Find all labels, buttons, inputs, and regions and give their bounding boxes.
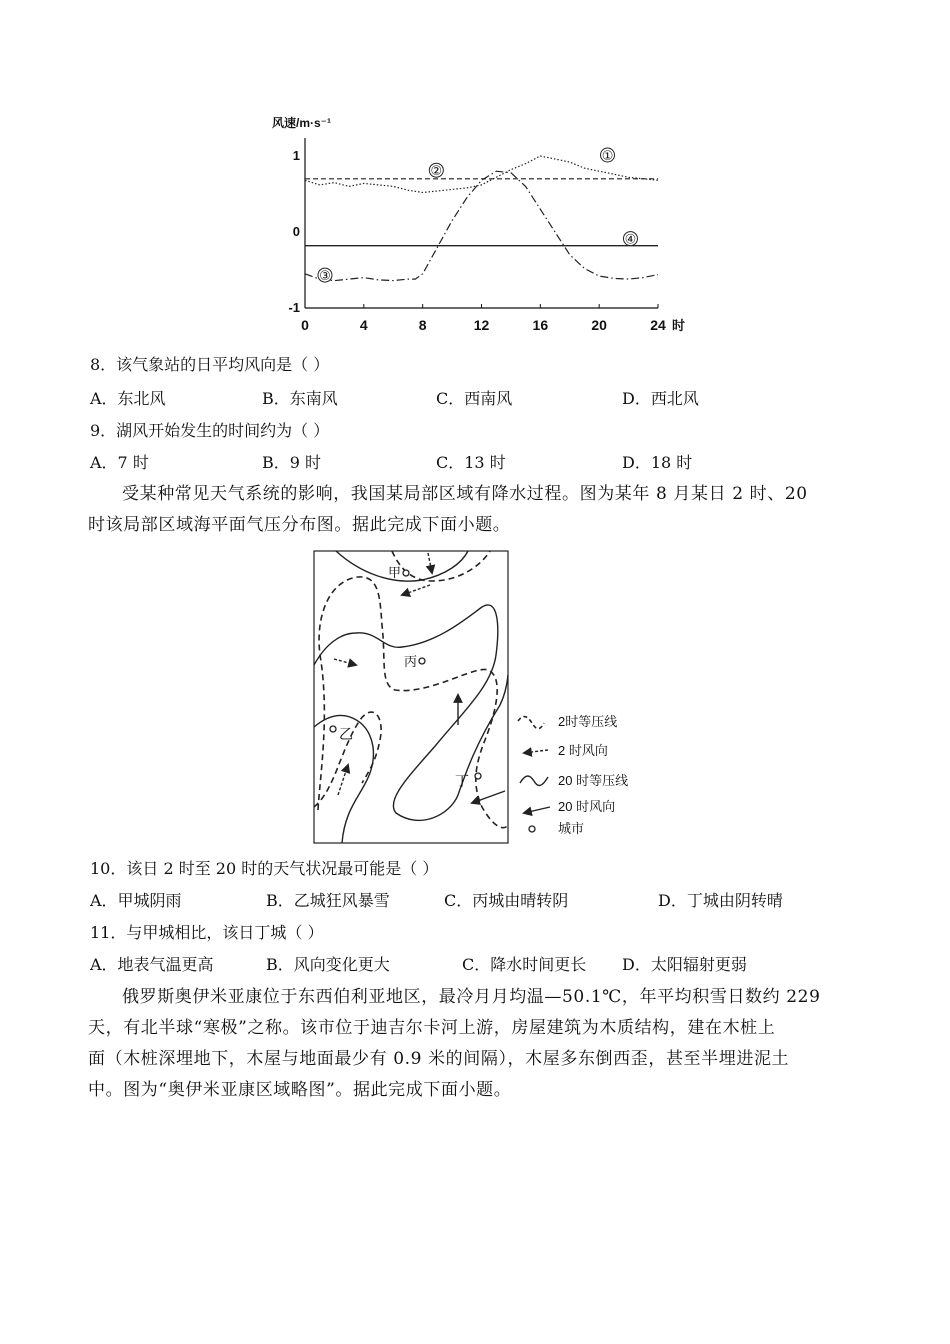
city-bing-label: 丙	[404, 654, 418, 669]
intro-3-line-4: 中。图为“奥伊米亚康区域略图”。据此完成下面小题。	[88, 1080, 512, 1100]
legend-isobar-20h-symbol	[520, 776, 548, 786]
question-11: 11．与甲城相比，该日丁城（ ）	[90, 923, 324, 942]
legend-isobar-2h-symbol	[518, 717, 544, 729]
x-unit-label: 时	[672, 318, 686, 333]
city-jia-label: 甲	[388, 565, 402, 580]
wind-2h-jia-down	[428, 553, 432, 573]
legend-wind-20h-label: 20 时风向	[558, 799, 616, 814]
x-tick-label: 8	[418, 317, 427, 333]
legend-city-symbol	[529, 826, 535, 832]
y-tick-label: 1	[292, 148, 300, 163]
series-line-dashdot	[305, 171, 658, 280]
y-tick-label: -1	[288, 300, 300, 315]
q8-option-b[interactable]: B．东南风	[262, 389, 338, 408]
x-tick-label: 16	[532, 317, 549, 333]
wind-2h-jia-left	[402, 585, 430, 595]
q11-option-c[interactable]: C．降水时间更长	[462, 955, 587, 974]
isobar-20h-main	[314, 605, 508, 820]
q10-option-b[interactable]: B．乙城狂风暴雪	[266, 891, 390, 910]
q9-option-d[interactable]: D．18 时	[622, 453, 693, 472]
chart-ylabel: 风速/m·s⁻¹	[272, 116, 332, 130]
q10-option-d[interactable]: D．丁城由阴转晴	[658, 891, 783, 910]
q10-option-a[interactable]: A．甲城阴雨	[90, 891, 182, 910]
q9-option-a[interactable]: A．7 时	[90, 453, 149, 472]
legend-wind-2h-label: 2 时风向	[558, 743, 608, 758]
x-tick-label: 24	[650, 317, 666, 333]
intro-3-line-3: 面（木桩深埋地下，木屋与地面最少有 0.9 米的间隔），木屋多东倒西歪，甚至半埋进泥土	[88, 1049, 790, 1069]
wind-20h-ding	[472, 791, 505, 803]
legend-wind-20h-symbol	[524, 807, 550, 813]
x-tick-label: 20	[591, 317, 607, 333]
legend-wind-2h-symbol	[524, 750, 548, 753]
intro-3-line-2: 天，有北半球“寒极”之称。该市位于迪吉尔卡河上游，房屋建筑为木质结构，建在木桩上	[88, 1018, 776, 1038]
legend-city-label: 城市	[558, 821, 585, 836]
q9-option-b[interactable]: B．9 时	[262, 453, 322, 472]
wind-2h-west	[334, 659, 356, 665]
city-ding-label: 丁	[455, 773, 469, 789]
isobar-2h-main	[318, 577, 508, 828]
question-9: 9．湖风开始发生的时间约为（ ）	[90, 421, 330, 440]
q11-option-d[interactable]: D．太阳辐射更弱	[622, 955, 747, 974]
x-tick-label: 0	[301, 317, 309, 333]
legend-isobar-2h-label: 2时等压线	[558, 714, 618, 729]
y-tick-label: 0	[292, 224, 300, 239]
q11-option-a[interactable]: A．地表气温更高	[90, 955, 214, 974]
intro-3-line-1: 俄罗斯奥伊米亚康位于东西伯利亚地区，最冷月月均温—50.1℃，年平均积雪日数约 229	[122, 987, 821, 1007]
question-8: 8．该气象站的日平均风向是（ ）	[90, 355, 330, 374]
series-label: ④	[624, 231, 637, 247]
series-label: ③	[319, 268, 331, 284]
intro-2-line-1: 受某种常见天气系统的影响，我国某局部区域有降水过程。图为某年 8 月某日 2 时、20	[122, 484, 808, 504]
isobar-20h-top	[336, 551, 468, 581]
question-10: 10．该日 2 时至 20 时的天气状况最可能是（ ）	[90, 859, 439, 878]
x-tick-label: 12	[473, 317, 490, 333]
wind-speed-chart	[260, 110, 700, 350]
q11-option-b[interactable]: B．风向变化更大	[266, 955, 390, 974]
city-jia-marker	[403, 570, 409, 576]
city-bing-marker	[419, 658, 425, 664]
city-ding-marker	[475, 773, 481, 779]
map-legend	[518, 714, 628, 836]
city-yi-label: 乙	[339, 726, 353, 742]
city-yi-marker	[330, 726, 336, 732]
q8-option-d[interactable]: D．西北风	[622, 389, 699, 408]
intro-2-line-2: 时该局部区域海平面气压分布图。据此完成下面小题。	[88, 515, 511, 535]
pressure-map	[300, 545, 660, 850]
q8-option-a[interactable]: A．东北风	[90, 389, 166, 408]
series-label: ②	[430, 163, 443, 179]
q8-option-c[interactable]: C．西南风	[436, 389, 513, 408]
q9-option-c[interactable]: C．13 时	[436, 453, 506, 472]
q10-option-c[interactable]: C．丙城由晴转阴	[444, 891, 569, 910]
wind-2h-yi	[338, 765, 348, 795]
legend-isobar-20h-label: 20 时等压线	[558, 773, 629, 788]
series-label: ①	[601, 148, 614, 163]
x-tick-label: 4	[359, 317, 368, 333]
